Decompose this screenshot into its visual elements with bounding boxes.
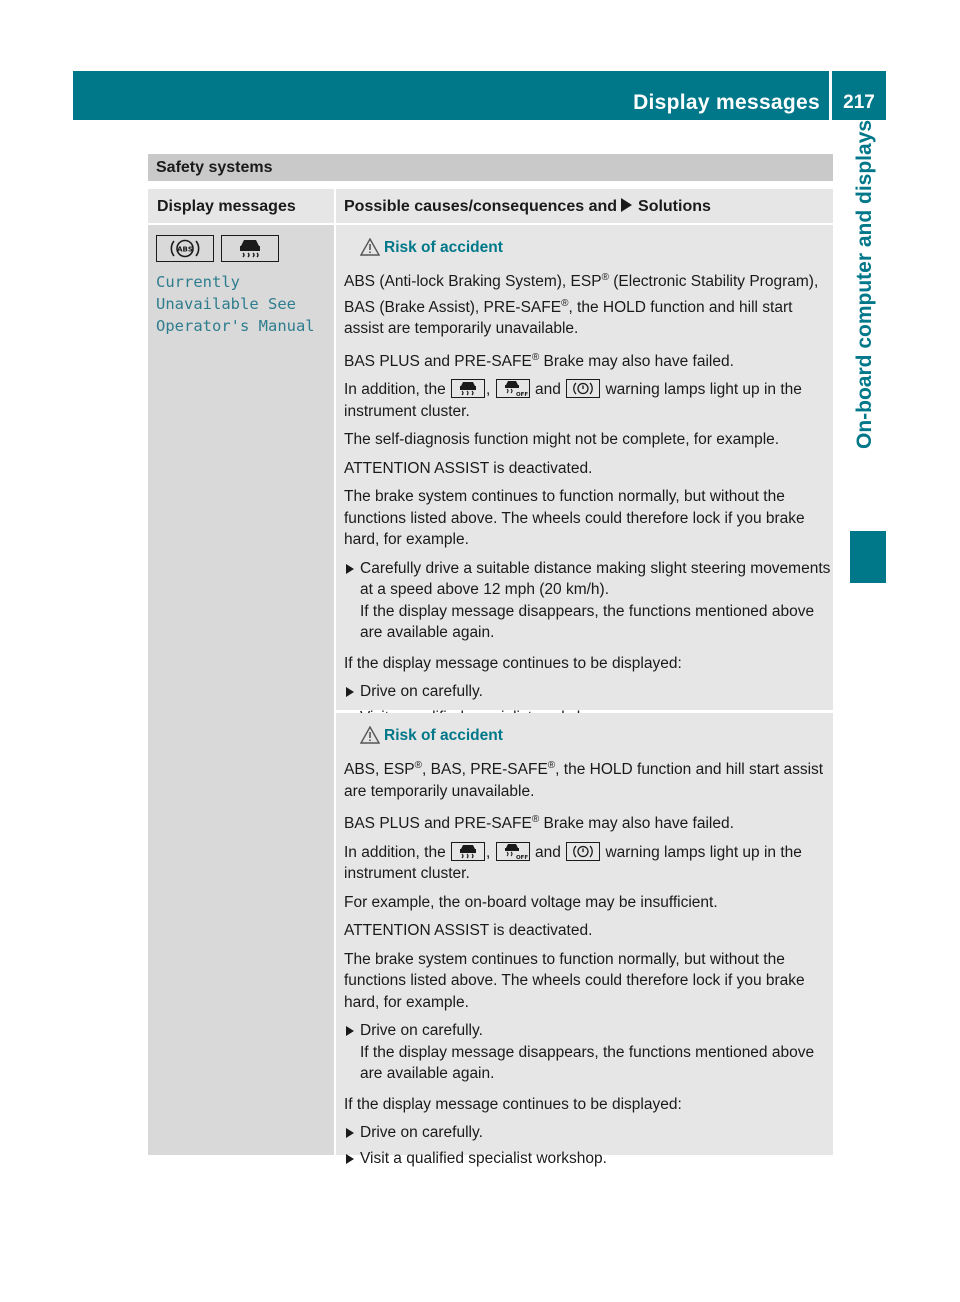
chapter-marker-block: [850, 531, 886, 583]
paragraph: If the display message continues to be displayed:: [344, 1095, 682, 1113]
paragraph: BAS PLUS and PRE-SAFE® Brake may also have failed.: [344, 814, 734, 832]
chapter-side-tab: [850, 120, 886, 540]
page-header-bar: [73, 71, 886, 120]
svg-text:ABS: ABS: [177, 245, 193, 254]
instruction-item: Drive on carefully.: [344, 1122, 833, 1144]
paragraph: The self-diagnosis function might not be complete, for example.: [344, 431, 780, 448]
page-title: Display messages: [633, 91, 820, 114]
esp-skid-icon: [451, 379, 485, 398]
warning-heading: [344, 236, 833, 260]
instruction-item: Carefully drive a suitable distance making slight steering movements at a speed above 12 mph (20 km/h). If the display message disappears, the functions mentioned above are available again.: [344, 558, 833, 644]
paragraph: If the display message continues to be displayed:: [344, 654, 682, 672]
warning-triangle-icon: [360, 726, 380, 744]
paragraph: ABS, ESP®, BAS, PRE-SAFE®, the HOLD function and hill start assist are temporarily unavailable.: [344, 760, 824, 800]
esp-off-icon: [496, 379, 530, 398]
instruction-item: Drive on carefully.: [344, 681, 833, 703]
paragraph: The brake system continues to function normally, but without the functions listed above. The wheels could therefore lock if you brake hard, for example.: [344, 488, 805, 548]
chapter-label: On-board computer and displays: [853, 120, 876, 450]
paragraph: The brake system continues to function normally, but without the functions listed above. The wheels could therefore lock if you brake hard, for example.: [344, 950, 805, 1011]
instruction-item: Drive on carefully. If the display message disappears, the functions mentioned above are available again.: [344, 1020, 833, 1085]
warning-heading: [344, 724, 833, 748]
paragraph: ATTENTION ASSIST is deactivated.: [344, 922, 593, 939]
instruction-item: Visit a qualified specialist workshop.: [344, 1148, 833, 1170]
display-icons: [156, 235, 286, 263]
brake-warning-icon: [566, 842, 600, 861]
section-title: Safety systems: [148, 154, 833, 181]
display-message-cell: [148, 225, 334, 1155]
paragraph: In addition, the , OFF and warning lamps light up in the instrument cluster.: [344, 381, 802, 420]
display-message-text: Currently Unavailable See Operator's Manual: [156, 273, 315, 335]
brake-warning-icon: [566, 379, 600, 398]
esp-off-icon: [496, 842, 530, 861]
paragraph: BAS PLUS and PRE-SAFE® Brake may also have failed.: [344, 351, 734, 370]
paragraph: ABS (Anti-lock Braking System), ESP® (Electronic Stability Program), BAS (Brake Assist), PRE-SAFE®, the HOLD function and hill start assist are temporarily unavailable.: [344, 272, 819, 337]
warning-triangle-icon: [360, 238, 380, 256]
esp-skid-icon: [451, 842, 485, 861]
svg-text:OFF: OFF: [515, 854, 528, 860]
paragraph: ATTENTION ASSIST is deactivated.: [344, 459, 593, 477]
causes-panel-2: [336, 713, 833, 1167]
column-header-display-messages: Display messages: [148, 189, 334, 223]
column-header-causes-solutions: [336, 189, 833, 223]
esp-skid-icon: [221, 235, 279, 262]
paragraph: In addition, the , OFF and warning lamps light up in the instrument cluster.: [344, 843, 802, 882]
paragraph: For example, the on-board voltage may be insufficient.: [344, 893, 718, 911]
warning-text: Risk of accident: [384, 239, 503, 256]
page-number: 217: [843, 92, 875, 113]
col2-prefix: Possible causes/consequences and: [344, 198, 618, 215]
col2-suffix: Solutions: [638, 198, 711, 215]
causes-panel-1: [336, 225, 833, 710]
abs-icon: [156, 235, 214, 262]
warning-text: Risk of accident: [384, 727, 503, 744]
arrow-right-icon: [621, 198, 632, 212]
svg-text:OFF: OFF: [515, 392, 528, 397]
